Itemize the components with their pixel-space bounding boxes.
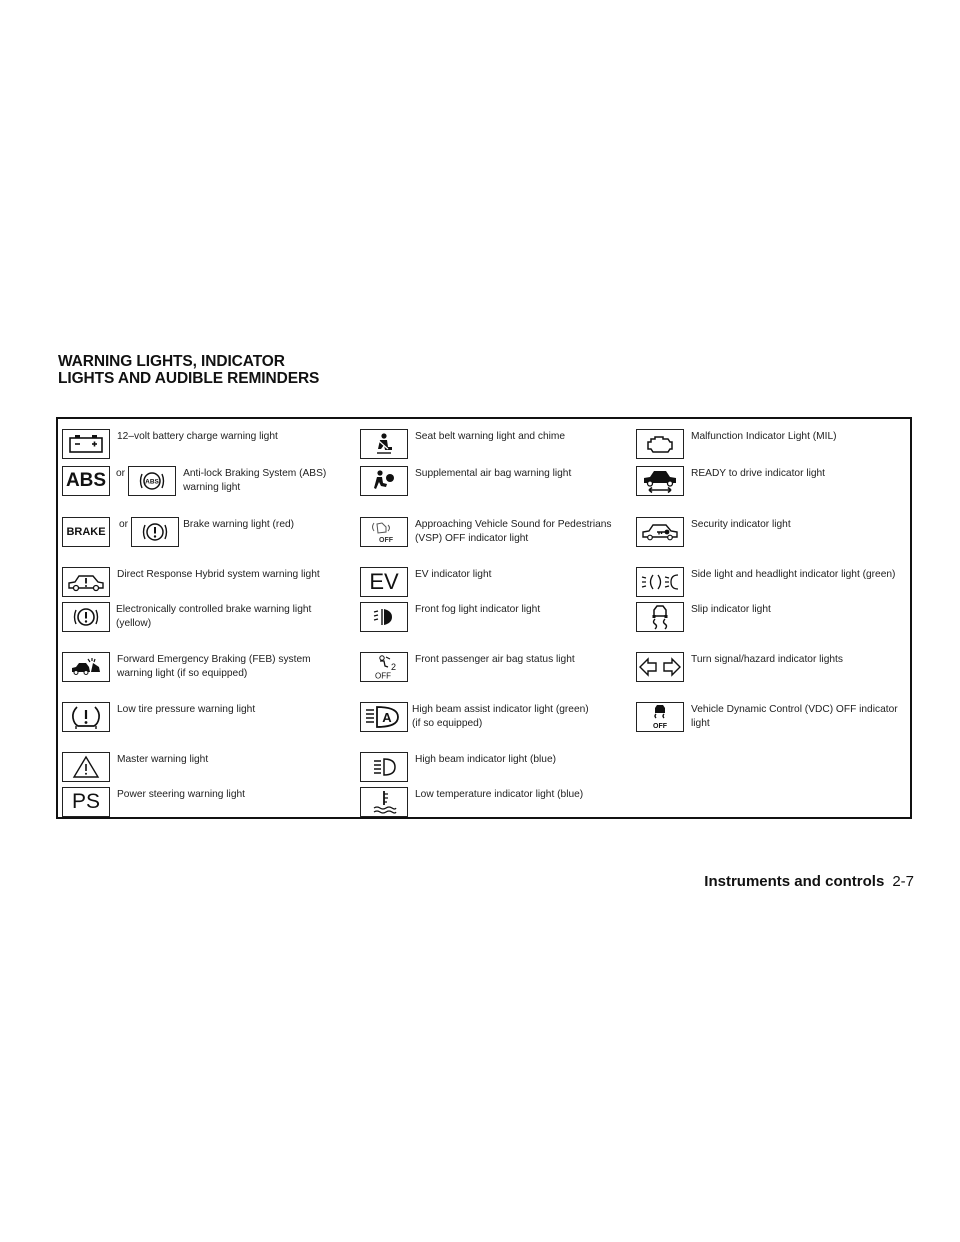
electronic-brake-icon — [62, 602, 110, 632]
svg-text:ABS: ABS — [145, 478, 159, 486]
passenger-airbag-off-icon — [360, 652, 408, 682]
indicator-item-high-beam-assist — [360, 702, 589, 732]
page-footer — [704, 873, 914, 890]
section-heading — [58, 353, 319, 387]
indicator-item-electronic-brake — [62, 602, 311, 632]
indicator-label: Brake warning light (red) — [183, 519, 295, 530]
indicator-item-headlight — [636, 567, 895, 597]
ev-text-icon: EV — [360, 567, 408, 597]
seat-belt-icon — [360, 429, 408, 459]
indicator-label: Slip indicator light — [691, 604, 771, 615]
high-beam-icon — [360, 752, 408, 782]
indicator-item-abs — [62, 466, 326, 496]
turn-signal-arrows-icon — [636, 652, 684, 682]
footer-page-number: 2-7 — [892, 873, 914, 890]
vdc-off-icon — [636, 702, 684, 732]
indicator-item-brake — [62, 517, 294, 547]
ps-text-icon: PS — [62, 787, 110, 817]
abs-text-icon: ABS — [62, 466, 110, 496]
indicator-item-seat-belt — [360, 429, 565, 459]
indicator-item-security — [636, 517, 791, 547]
air-bag-icon — [360, 466, 408, 496]
indicator-item-low-temp — [360, 787, 583, 817]
indicator-label: Master warning light — [117, 754, 209, 765]
indicator-item-feb — [62, 652, 311, 682]
passenger-airbag-off-text: OFF — [375, 671, 391, 680]
indicator-label: Forward Emergency Braking (FEB) system warning light (if so equipped) — [117, 654, 311, 679]
indicator-label: Vehicle Dynamic Control (VDC) OFF indicator light — [691, 704, 898, 729]
hybrid-car-warning-icon — [62, 567, 110, 597]
indicator-item-ev — [360, 567, 491, 597]
indicator-label: Electronically controlled brake warning light (yellow) — [116, 604, 312, 629]
indicator-label: Direct Response Hybrid system warning light — [117, 569, 320, 580]
indicator-item-ready — [636, 466, 825, 496]
slip-car-icon — [636, 602, 684, 632]
indicator-label: Malfunction Indicator Light (MIL) — [691, 431, 837, 442]
indicator-label: Side light and headlight indicator light (green) — [691, 569, 896, 580]
feb-collision-icon — [62, 652, 110, 682]
abs-circle-icon — [128, 466, 176, 496]
tire-pressure-icon — [62, 702, 110, 732]
indicator-label: Low temperature indicator light (blue) — [415, 789, 584, 800]
headlight-icon — [636, 567, 684, 597]
indicator-label: Turn signal/hazard indicator lights — [691, 654, 843, 665]
high-beam-assist-icon — [360, 702, 408, 732]
indicator-label: 12–volt battery charge warning light — [117, 431, 278, 442]
indicator-item-battery — [62, 429, 278, 459]
indicator-label: Approaching Vehicle Sound for Pedestrians (VSP) OFF indicator light — [415, 519, 612, 544]
high-beam-assist-letter: A — [382, 710, 392, 725]
indicator-item-air-bag — [360, 466, 571, 496]
indicator-item-passenger-airbag — [360, 652, 575, 682]
indicator-label: Front fog light indicator light — [415, 604, 541, 615]
vsp-off-text: OFF — [379, 537, 393, 544]
svg-text:2: 2 — [391, 662, 397, 672]
vdc-off-text: OFF — [653, 723, 667, 730]
master-warning-triangle-icon — [62, 752, 110, 782]
indicator-label: READY to drive indicator light — [691, 468, 826, 479]
indicator-label: Supplemental air bag warning light — [415, 468, 572, 479]
indicator-table — [56, 417, 912, 819]
ready-car-icon — [636, 466, 684, 496]
engine-mil-icon — [636, 429, 684, 459]
indicator-item-high-beam — [360, 752, 556, 782]
indicator-item-turn-signal — [636, 652, 843, 682]
or-text: or — [116, 468, 126, 479]
indicator-item-mil — [636, 429, 837, 459]
or-text: or — [119, 519, 129, 530]
indicator-item-front-fog — [360, 602, 540, 632]
indicator-item-vdc-off — [636, 702, 898, 732]
indicator-label: EV indicator light — [415, 569, 492, 580]
indicator-label: Power steering warning light — [117, 789, 245, 800]
indicator-label: Front passenger air bag status light — [415, 654, 575, 665]
indicator-item-power-steering — [62, 787, 245, 817]
vsp-off-icon — [360, 517, 408, 547]
brake-circle-icon — [131, 517, 179, 547]
footer-section-title: Instruments and controls — [704, 873, 885, 890]
section-heading-line-2: LIGHTS AND AUDIBLE REMINDERS — [58, 370, 320, 387]
battery-icon — [62, 429, 110, 459]
front-fog-icon — [360, 602, 408, 632]
indicator-label: Low tire pressure warning light — [117, 704, 256, 715]
brake-text-icon: BRAKE — [62, 517, 110, 547]
indicator-item-vsp-off — [360, 517, 612, 547]
section-heading-line-1: WARNING LIGHTS, INDICATOR — [58, 353, 285, 370]
indicator-item-tire — [62, 702, 255, 732]
low-temperature-icon — [360, 787, 408, 817]
indicator-label: Security indicator light — [691, 519, 791, 530]
indicator-label: Seat belt warning light and chime — [415, 431, 566, 442]
indicator-item-slip — [636, 602, 771, 632]
indicator-label: High beam indicator light (blue) — [415, 754, 556, 765]
indicator-item-hybrid — [62, 567, 320, 597]
security-car-key-icon — [636, 517, 684, 547]
indicator-label: Anti-lock Braking System (ABS) warning light — [183, 468, 327, 493]
indicator-label: High beam assist indicator light (green) (if so equipped) — [412, 704, 589, 729]
indicator-item-master-warning — [62, 752, 208, 782]
